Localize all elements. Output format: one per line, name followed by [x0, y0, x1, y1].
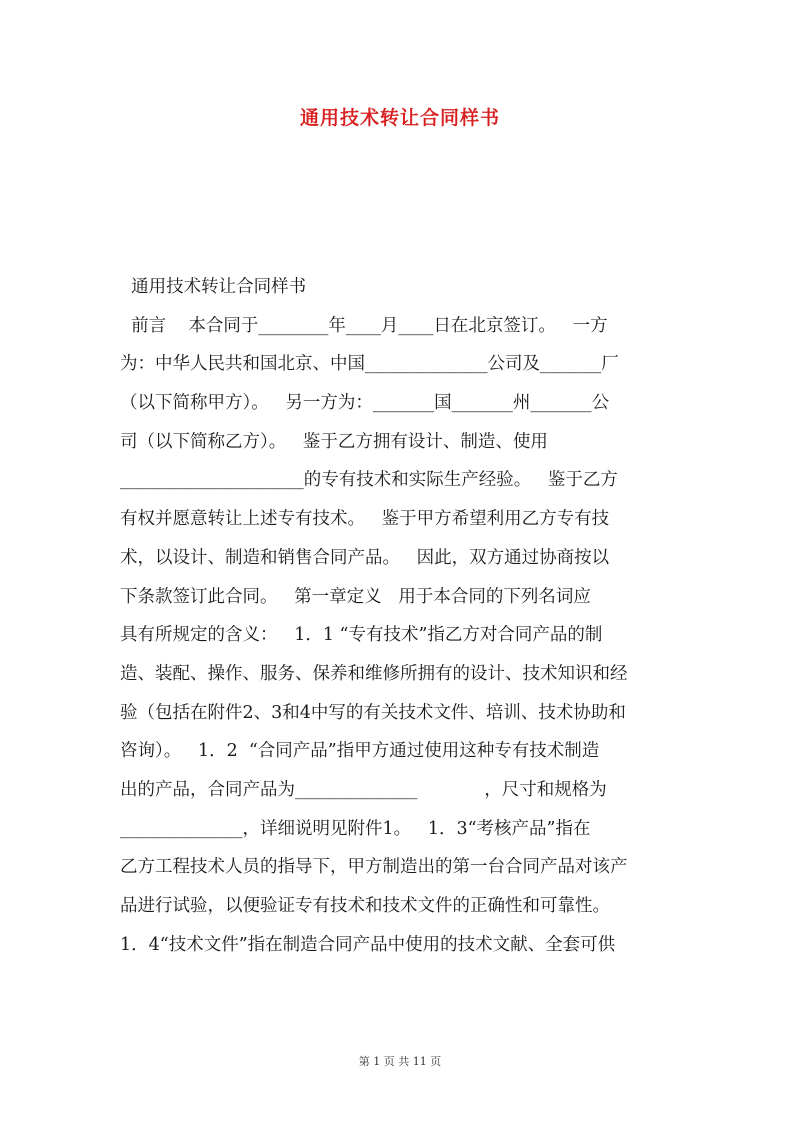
- body-line: ______________，详细说明见附件1。 1．3“考核产品”指在: [120, 818, 591, 839]
- body-line: 造、装配、操作、服务、保养和维修所拥有的设计、技术知识和经: [120, 663, 628, 684]
- body-line: 品进行试验，以便验证专有技术和技术文件的正确性和可靠性。: [120, 896, 610, 916]
- body-line: 具有所规定的含义： 1．1 “专有技术”指乙方对合同产品的制: [120, 625, 603, 646]
- body-line: 通用技术转让合同样书: [120, 277, 307, 297]
- body-line: 有权并愿意转让上述专有技术。 鉴于甲方希望利用乙方专有技: [120, 509, 610, 530]
- body-line: 出的产品，合同产品为______________ ，尺寸和规格为: [120, 779, 607, 800]
- body-line: 术，以设计、制造和销售合同产品。 因此，双方通过协商按以: [120, 547, 610, 568]
- body-line: 下条款签订此合同。 第一章定义 用于本合同的下列名词应: [120, 586, 591, 607]
- body-line: 为：中华人民共和国北京、中国______________公司及_______厂: [120, 354, 619, 375]
- page-title: 通用技术转让合同样书: [299, 107, 500, 129]
- body-line: 司（以下简称乙方）。 鉴于乙方拥有设计、制造、使用: [120, 431, 548, 452]
- page-number: 第 1 页 共 11 页: [358, 1055, 442, 1068]
- body-line: _____________________的专有技术和实际生产经验。 鉴于乙方: [120, 470, 618, 491]
- body-line: 乙方工程技术人员的指导下，甲方制造出的第一台合同产品对该产: [120, 857, 628, 878]
- body-line: 验（包括在附件2、3和4中写的有关技术文件、培训、技术协助和: [120, 702, 626, 723]
- body-line: 咨询）。 1．2 “合同产品”指甲方通过使用这种专有技术制造: [120, 741, 600, 762]
- body-line: （以下简称甲方）。 另一方为：_______国_______州_______公: [120, 393, 610, 414]
- contract-body: [120, 268, 690, 964]
- body-line: 1．4“技术文件”指在制造合同产品中使用的技术文献、全套可供: [120, 934, 616, 955]
- body-line: 前言 本合同于________年____月____日在北京签订。 一方: [120, 315, 608, 336]
